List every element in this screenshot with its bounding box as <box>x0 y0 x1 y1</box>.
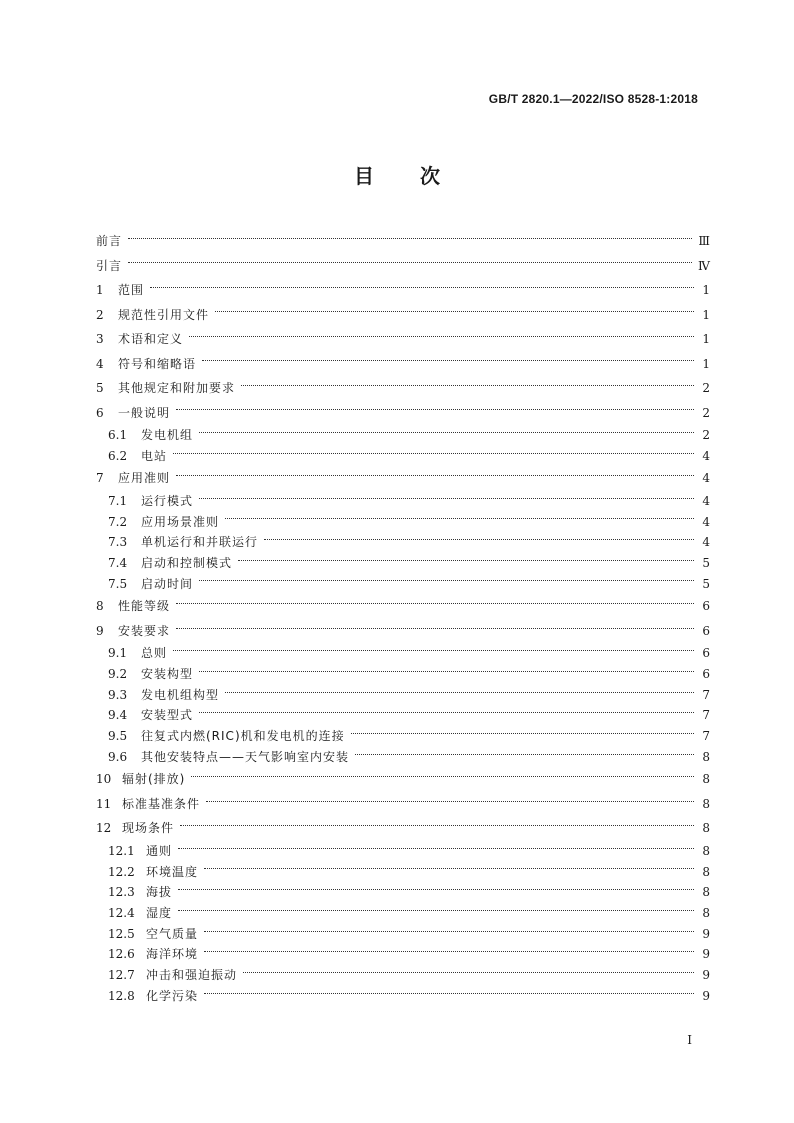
toc-entry-title: 符号和缩略语 <box>118 356 197 371</box>
toc-entry-page: 6 <box>702 599 710 614</box>
toc-entry[interactable] <box>96 229 710 254</box>
toc-entry-title: 一般说明 <box>118 405 171 420</box>
toc-entry-number: 10 <box>96 772 112 787</box>
toc-dot-leader <box>241 385 694 386</box>
toc-entry[interactable] <box>96 903 710 924</box>
toc-entry[interactable] <box>96 643 710 664</box>
toc-entry-title: 空气质量 <box>146 926 199 941</box>
toc-entry-number: 6 <box>96 405 104 420</box>
toc-entry-title: 应用场景准则 <box>141 514 220 529</box>
toc-entry-page: 9 <box>702 968 710 983</box>
toc-entry-page: 7 <box>702 687 710 702</box>
toc-entry[interactable] <box>96 303 710 328</box>
toc-dot-leader <box>206 801 694 802</box>
toc-entry[interactable] <box>96 685 710 706</box>
standard-code: GB/T 2820.1—2022/ISO 8528-1:2018 <box>488 92 698 106</box>
toc-entry[interactable] <box>96 574 710 595</box>
toc-entry-number: 7.5 <box>108 576 128 591</box>
toc-entry-title: 运行模式 <box>141 493 194 508</box>
toc-entry-title: 安装型式 <box>141 708 194 723</box>
toc-entry-page: 6 <box>702 667 710 681</box>
toc-entry-title: 其他规定和附加要求 <box>118 381 236 395</box>
toc-entry[interactable] <box>96 491 710 512</box>
toc-dot-leader <box>355 754 694 755</box>
toc-entry-page: 5 <box>702 576 710 591</box>
toc-entry-page: 6 <box>702 646 710 661</box>
toc-dot-leader <box>128 262 692 263</box>
toc-entry-title: 术语和定义 <box>118 332 184 346</box>
toc-dot-leader <box>202 360 694 361</box>
toc-entry-page: 9 <box>702 926 710 941</box>
toc-entry-title: 海洋环境 <box>146 947 199 962</box>
toc-entry[interactable] <box>96 446 710 467</box>
toc-entry-number: 12.2 <box>108 864 135 879</box>
title-char-2: 次 <box>420 164 440 188</box>
toc-entry-title: 往复式内燃(RIC)机和发电机的连接 <box>141 729 345 744</box>
toc-entry[interactable] <box>96 944 710 965</box>
toc-dot-leader <box>178 910 694 911</box>
toc-dot-leader <box>178 889 694 890</box>
toc-dot-leader <box>204 951 694 952</box>
table-of-contents <box>96 229 710 1006</box>
toc-entry[interactable] <box>96 466 710 491</box>
toc-entry-title: 规范性引用文件 <box>118 307 210 322</box>
toc-entry-number: 12.7 <box>108 968 135 983</box>
toc-entry-page: 7 <box>702 729 710 744</box>
toc-dot-leader <box>128 238 692 239</box>
toc-dot-leader <box>204 931 694 932</box>
toc-entry-page: 9 <box>702 947 710 962</box>
toc-entry[interactable] <box>96 425 710 446</box>
toc-entry-title: 启动和控制模式 <box>141 555 233 570</box>
toc-entry-number: 9.1 <box>108 646 128 661</box>
toc-entry-title: 引言 <box>96 258 123 273</box>
toc-entry[interactable] <box>96 705 710 726</box>
toc-entry-page: 2 <box>702 405 710 420</box>
toc-entry-title: 安装要求 <box>118 623 171 638</box>
toc-entry-title: 环境温度 <box>146 864 199 879</box>
toc-entry-title: 化学污染 <box>146 988 199 1003</box>
toc-entry-number: 3 <box>96 332 104 346</box>
toc-entry-number: 7.4 <box>108 555 128 570</box>
toc-entry[interactable] <box>96 553 710 574</box>
toc-dot-leader <box>173 453 694 454</box>
toc-entry-page: 8 <box>702 864 710 879</box>
toc-dot-leader <box>199 671 694 672</box>
toc-dot-leader <box>176 475 694 476</box>
toc-entry-number: 12.5 <box>108 926 135 941</box>
toc-dot-leader <box>264 539 694 540</box>
toc-entry-page: 2 <box>702 381 710 395</box>
toc-entry-number: 9.4 <box>108 708 128 723</box>
toc-dot-leader <box>150 287 694 288</box>
toc-dot-leader <box>191 776 694 777</box>
toc-entry[interactable] <box>96 841 710 862</box>
toc-entry[interactable] <box>96 352 710 377</box>
toc-entry-title: 电站 <box>141 448 168 463</box>
toc-entry-number: 12.4 <box>108 906 135 920</box>
toc-entry-page: 4 <box>702 493 710 508</box>
toc-entry-title: 发电机组 <box>141 428 194 442</box>
toc-entry-number: 12 <box>96 821 112 836</box>
toc-entry-page: 8 <box>702 772 710 787</box>
toc-entry-title: 总则 <box>141 646 168 661</box>
toc-entry-number: 9.6 <box>108 749 128 764</box>
toc-entry-page: 5 <box>702 555 710 570</box>
toc-dot-leader <box>178 848 694 849</box>
toc-entry-page: 9 <box>702 988 710 1003</box>
toc-entry-page: Ⅲ <box>698 234 710 248</box>
toc-dot-leader <box>199 432 694 433</box>
toc-entry-page: 1 <box>702 356 710 371</box>
toc-entry-title: 辐射(排放) <box>122 772 186 787</box>
toc-dot-leader <box>199 498 694 499</box>
toc-dot-leader <box>180 825 694 826</box>
toc-entry[interactable] <box>96 376 710 401</box>
page-title <box>0 160 794 189</box>
toc-entry-number: 11 <box>96 796 112 811</box>
toc-entry-title: 发电机组构型 <box>141 687 220 702</box>
toc-entry-page: 4 <box>702 535 710 550</box>
toc-entry-page: 1 <box>702 283 710 297</box>
toc-dot-leader <box>199 712 694 713</box>
toc-entry-title: 湿度 <box>146 906 173 920</box>
toc-entry[interactable] <box>96 726 710 747</box>
toc-entry-number: 7.1 <box>108 493 128 508</box>
toc-entry-title: 应用准则 <box>118 471 171 486</box>
toc-entry[interactable] <box>96 986 710 1007</box>
toc-entry-number: 9.3 <box>108 687 128 702</box>
toc-entry-number: 6.1 <box>108 428 128 442</box>
toc-entry-number: 1 <box>96 283 104 297</box>
toc-entry-number: 9.5 <box>108 729 128 744</box>
toc-dot-leader <box>176 603 694 604</box>
toc-entry[interactable] <box>96 965 710 986</box>
toc-entry-title: 海拔 <box>146 885 173 900</box>
toc-entry-number: 7.3 <box>108 535 128 550</box>
toc-dot-leader <box>238 560 694 561</box>
toc-entry-title: 标准基准条件 <box>122 796 201 811</box>
toc-entry-page: 8 <box>702 749 710 764</box>
toc-entry-title: 冲击和强迫振动 <box>146 968 238 983</box>
toc-entry-page: 8 <box>702 796 710 811</box>
toc-entry-page: 1 <box>702 332 710 346</box>
toc-entry-title: 通则 <box>146 843 173 858</box>
toc-entry-page: 4 <box>702 471 710 486</box>
toc-dot-leader <box>204 868 694 869</box>
toc-entry[interactable] <box>96 512 710 533</box>
toc-entry-number: 7.2 <box>108 514 128 529</box>
toc-entry-page: 8 <box>702 906 710 920</box>
toc-entry-title: 安装构型 <box>141 667 194 681</box>
toc-dot-leader <box>189 336 694 337</box>
toc-entry[interactable] <box>96 401 710 426</box>
toc-entry-title: 前言 <box>96 234 123 248</box>
toc-entry-title: 现场条件 <box>122 821 175 836</box>
title-char-1: 目 <box>354 164 374 188</box>
toc-entry[interactable] <box>96 254 710 279</box>
toc-entry-number: 9 <box>96 623 104 638</box>
toc-entry-number: 9.2 <box>108 667 128 681</box>
toc-entry-title: 范围 <box>118 283 145 297</box>
toc-entry-page: 7 <box>702 708 710 723</box>
toc-entry-page: Ⅳ <box>698 258 710 273</box>
toc-entry-number: 6.2 <box>108 448 128 463</box>
toc-entry-page: 8 <box>702 885 710 900</box>
toc-entry[interactable] <box>96 747 710 768</box>
toc-entry[interactable] <box>96 767 710 792</box>
toc-entry-page: 8 <box>702 821 710 836</box>
toc-entry-title: 其他安装特点——天气影响室内安装 <box>141 749 350 764</box>
toc-dot-leader <box>176 409 694 410</box>
toc-dot-leader <box>199 580 694 581</box>
toc-entry-number: 7 <box>96 471 104 486</box>
toc-entry-page: 4 <box>702 514 710 529</box>
toc-entry[interactable] <box>96 792 710 817</box>
toc-entry-page: 2 <box>702 428 710 442</box>
toc-dot-leader <box>351 733 694 734</box>
toc-entry[interactable] <box>96 664 710 685</box>
toc-entry[interactable] <box>96 327 710 352</box>
toc-dot-leader <box>215 311 694 312</box>
toc-dot-leader <box>204 993 694 994</box>
toc-entry-page: 8 <box>702 843 710 858</box>
toc-entry[interactable] <box>96 594 710 619</box>
toc-dot-leader <box>176 628 694 629</box>
toc-dot-leader <box>243 972 694 973</box>
toc-entry-page: 4 <box>702 448 710 463</box>
toc-entry-number: 4 <box>96 356 104 371</box>
toc-entry-number: 12.1 <box>108 843 135 858</box>
toc-entry-title: 启动时间 <box>141 576 194 591</box>
toc-dot-leader <box>225 518 694 519</box>
toc-entry-number: 2 <box>96 307 104 322</box>
toc-entry-page: 6 <box>702 623 710 638</box>
toc-entry-title: 性能等级 <box>118 599 171 614</box>
toc-entry-number: 12.3 <box>108 885 135 900</box>
toc-dot-leader <box>173 650 694 651</box>
toc-entry[interactable] <box>96 924 710 945</box>
toc-entry-number: 12.8 <box>108 988 135 1003</box>
toc-entry[interactable] <box>96 882 710 903</box>
toc-entry[interactable] <box>96 816 710 841</box>
toc-entry[interactable] <box>96 619 710 644</box>
footer-page-number: I <box>687 1033 692 1047</box>
toc-entry[interactable] <box>96 278 710 303</box>
toc-entry-number: 8 <box>96 599 104 614</box>
toc-entry-page: 1 <box>702 307 710 322</box>
toc-dot-leader <box>225 692 694 693</box>
toc-entry-number: 5 <box>96 381 104 395</box>
toc-entry-number: 12.6 <box>108 947 135 962</box>
toc-entry-title: 单机运行和并联运行 <box>141 535 259 550</box>
toc-entry[interactable] <box>96 862 710 883</box>
toc-entry[interactable] <box>96 532 710 553</box>
